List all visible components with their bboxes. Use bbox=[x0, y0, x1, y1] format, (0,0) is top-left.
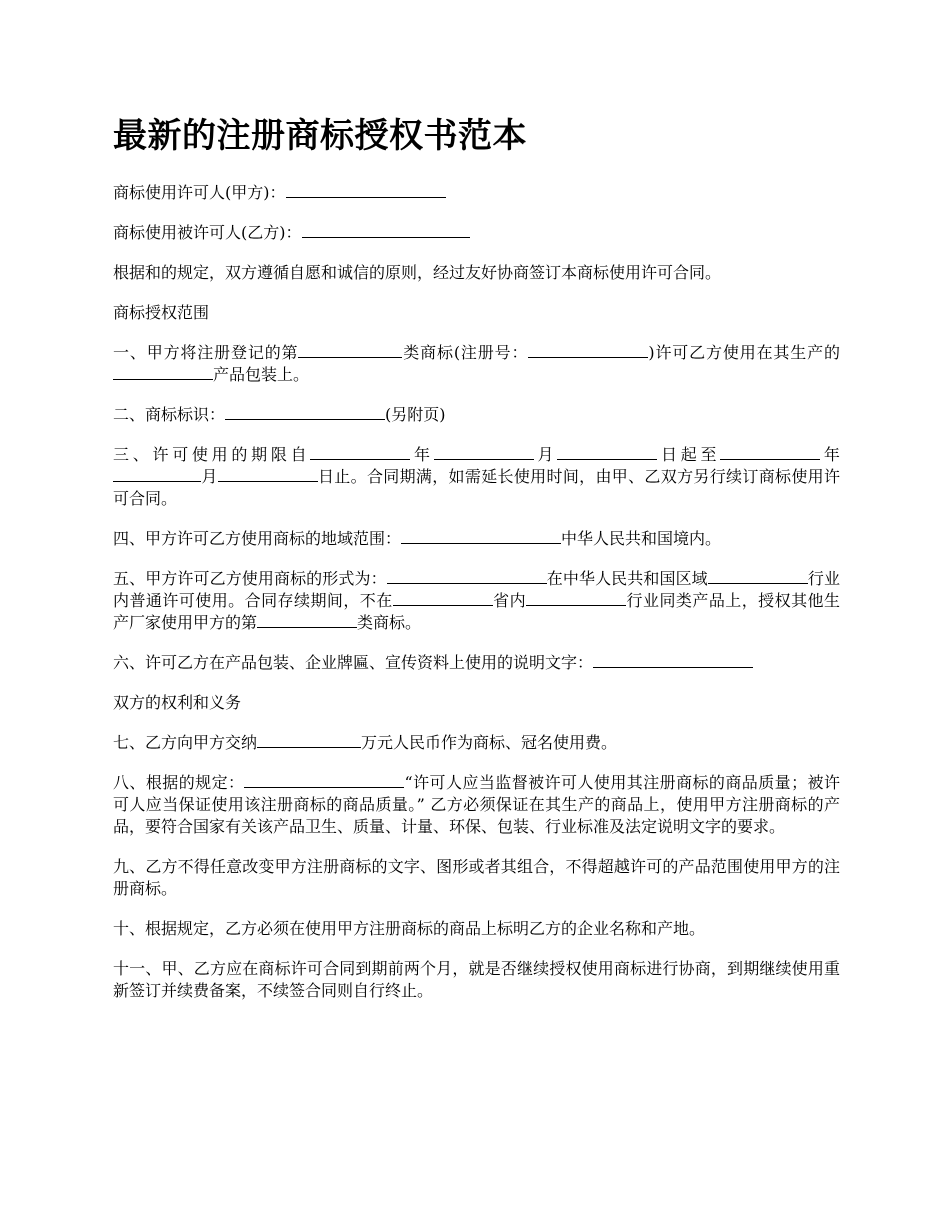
clause-5-text-c: 行业内普通许可使用。合同存续期间，不在 bbox=[113, 569, 840, 610]
clause-3-text-a: 三、许可使用的期限自 bbox=[113, 445, 311, 464]
industry-blank bbox=[526, 591, 626, 606]
province-blank bbox=[393, 591, 493, 606]
clause-3-text-f: 月 bbox=[201, 467, 218, 486]
preamble-paragraph: 根据和的规定，双方遵循自愿和诚信的原则，经过友好协商签订本商标使用许可合同。 bbox=[113, 263, 722, 282]
registration-number-blank bbox=[528, 343, 648, 358]
clause-5-text-d: 省内 bbox=[492, 591, 527, 610]
document-title: 最新的注册商标授权书范本 bbox=[113, 116, 527, 156]
licensee-label: 商标使用被许可人(乙方)： bbox=[113, 223, 302, 242]
territory-blank bbox=[401, 529, 561, 544]
licensee-blank bbox=[302, 223, 470, 238]
clause-3-text-d: 日起至 bbox=[657, 445, 721, 464]
class-number-blank bbox=[298, 343, 402, 358]
clause-1-text-a: 一、甲方将注册登记的第 bbox=[113, 343, 299, 362]
clause-2 bbox=[113, 404, 840, 426]
licensee-line bbox=[113, 222, 840, 244]
clause-9: 九、乙方不得任意改变甲方注册商标的文字、图形或者其组合，不得超越许可的产品范围使用甲方的注册商标。 bbox=[113, 857, 840, 898]
start-month-blank bbox=[434, 445, 534, 460]
clause-4 bbox=[113, 528, 840, 550]
clause-1-text-c: )许可乙方使用在其生产的 bbox=[648, 343, 840, 362]
clause-4-text-b: 中华人民共和国境内。 bbox=[561, 529, 722, 548]
clause-7 bbox=[113, 732, 840, 754]
clause-4-text-a: 四、甲方许可乙方使用商标的地域范围： bbox=[113, 529, 402, 548]
clause-11: 十一、甲、乙方应在商标许可合同到期前两个月，就是否继续授权使用商标进行协商，到期继续使用重新签订并续费备案，不续签合同则自行终止。 bbox=[113, 959, 840, 1000]
clause-8-text-a: 八、根据的规定： bbox=[113, 773, 245, 792]
clause-1 bbox=[113, 342, 840, 386]
clause-3-text-b: 年 bbox=[410, 445, 434, 464]
section-heading-scope: 商标授权范围 bbox=[113, 303, 210, 322]
clause-5-text-a: 五、甲方许可乙方使用商标的形式为： bbox=[113, 569, 387, 588]
clause-10: 十、根据规定，乙方必须在使用甲方注册商标的商品上标明乙方的企业名称和产地。 bbox=[113, 919, 706, 938]
clause-7-text-b: 万元人民币作为商标、冠名使用费。 bbox=[361, 733, 618, 752]
clause-5 bbox=[113, 568, 840, 634]
trademark-sign-blank bbox=[225, 405, 385, 420]
clause-1-text-b: 类商标(注册号： bbox=[402, 343, 529, 362]
end-month-blank bbox=[113, 467, 201, 482]
product-blank bbox=[113, 365, 213, 380]
clause-5-text-e: 行业同类产品上，授权其他生产厂家使用甲方的第 bbox=[113, 591, 840, 632]
licensor-label: 商标使用许可人(甲方)： bbox=[113, 183, 286, 202]
start-day-blank bbox=[557, 445, 657, 460]
clause-8-text-b: “许可人应当监督被许可人使用其注册商标的商品质量；被许可人应当保证使用该注册商标的商品质量。” 乙方必须保证在其生产的商品上，使用甲方注册商标的产品，要符合国家有关该产品卫生、质量、计量、环保、包装、行业标准及法定说明文字的要求。 bbox=[113, 773, 840, 836]
end-day-blank bbox=[218, 467, 318, 482]
licensor-line bbox=[113, 182, 840, 204]
trademark-class-blank bbox=[257, 613, 357, 628]
clause-6 bbox=[113, 652, 840, 674]
start-year-blank bbox=[310, 445, 410, 460]
clause-2-text-a: 二、商标标识： bbox=[113, 405, 226, 424]
clause-3-text-c: 月 bbox=[533, 445, 558, 464]
document-page bbox=[113, 110, 840, 1020]
section-heading-rights: 双方的权利和义务 bbox=[113, 693, 242, 712]
region-industry-blank bbox=[708, 569, 808, 584]
clause-1-text-d: 产品包装上。 bbox=[213, 365, 310, 384]
description-text-blank bbox=[593, 653, 753, 668]
clause-3-text-e: 年 bbox=[820, 445, 840, 464]
fee-amount-blank bbox=[257, 733, 361, 748]
clause-6-text: 六、许可乙方在产品包装、企业牌匾、宣传资料上使用的说明文字： bbox=[113, 653, 594, 672]
clause-2-text-b: (另附页) bbox=[385, 405, 446, 424]
licensor-blank bbox=[286, 183, 446, 198]
regulation-blank bbox=[244, 773, 404, 788]
clause-7-text-a: 七、乙方向甲方交纳 bbox=[113, 733, 258, 752]
clause-5-text-b: 在中华人民共和国区域 bbox=[546, 569, 708, 588]
license-form-blank bbox=[387, 569, 547, 584]
clause-3-text-g: 日止。合同期满，如需延长使用时间，由甲、乙双方另行续订商标使用许可合同。 bbox=[113, 467, 840, 508]
end-year-blank bbox=[720, 445, 820, 460]
clause-8 bbox=[113, 772, 840, 838]
clause-5-text-f: 类商标。 bbox=[357, 613, 422, 632]
clause-3 bbox=[113, 444, 840, 510]
